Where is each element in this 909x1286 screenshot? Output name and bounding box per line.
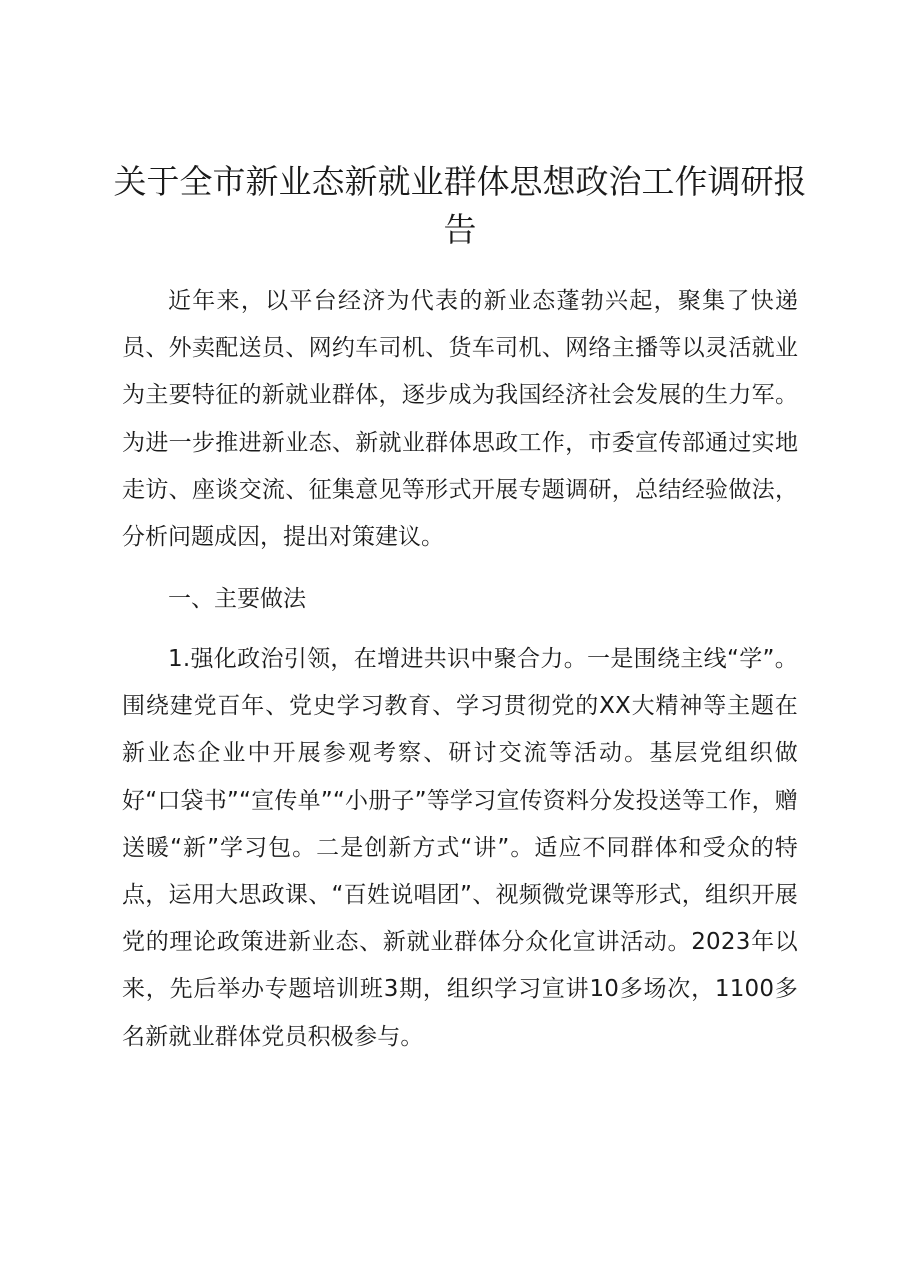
body-paragraph: 1.强化政治引领，在增进共识中聚合力。一是围绕主线“学”。围绕建党百年、党史学习教育、学习贯彻党的XX大精神等主题在新业态企业中开展参观考察、研讨交流等活动。基层党组织做好“口袋书”“宣传单”“小册子”等学习宣传资料分发投送等工作，赠送暖“新”学习包。二是创新方式“讲”。适应不同群体和受众的特点，运用大思政课、“百姓说唱团”、视频微党课等形式，组织开展党的理论政策进新业态、新就业群体分众化宣讲活动。2023年以来，先后举办专题培训班3期，组织学习宣讲10多场次，1100多名新就业群体党员积极参与。 bbox=[122, 646, 798, 1050]
document-title: 关于全市新业态新就业群体思想政治工作调研报告 bbox=[113, 162, 807, 249]
section-heading: 一、主要做法 bbox=[168, 586, 306, 612]
intro-paragraph: 近年来，以平台经济为代表的新业态蓬勃兴起，聚集了快递员、外卖配送员、网约车司机、货车司机、网络主播等以灵活就业为主要特征的新就业群体，逐步成为我国经济社会发展的生力军。为进一步推进新业态、新就业群体思政工作，市委宣传部通过实地走访、座谈交流、征集意见等形式开展专题调研，总结经验做法，分析问题成因，提出对策建议。 bbox=[122, 288, 798, 551]
